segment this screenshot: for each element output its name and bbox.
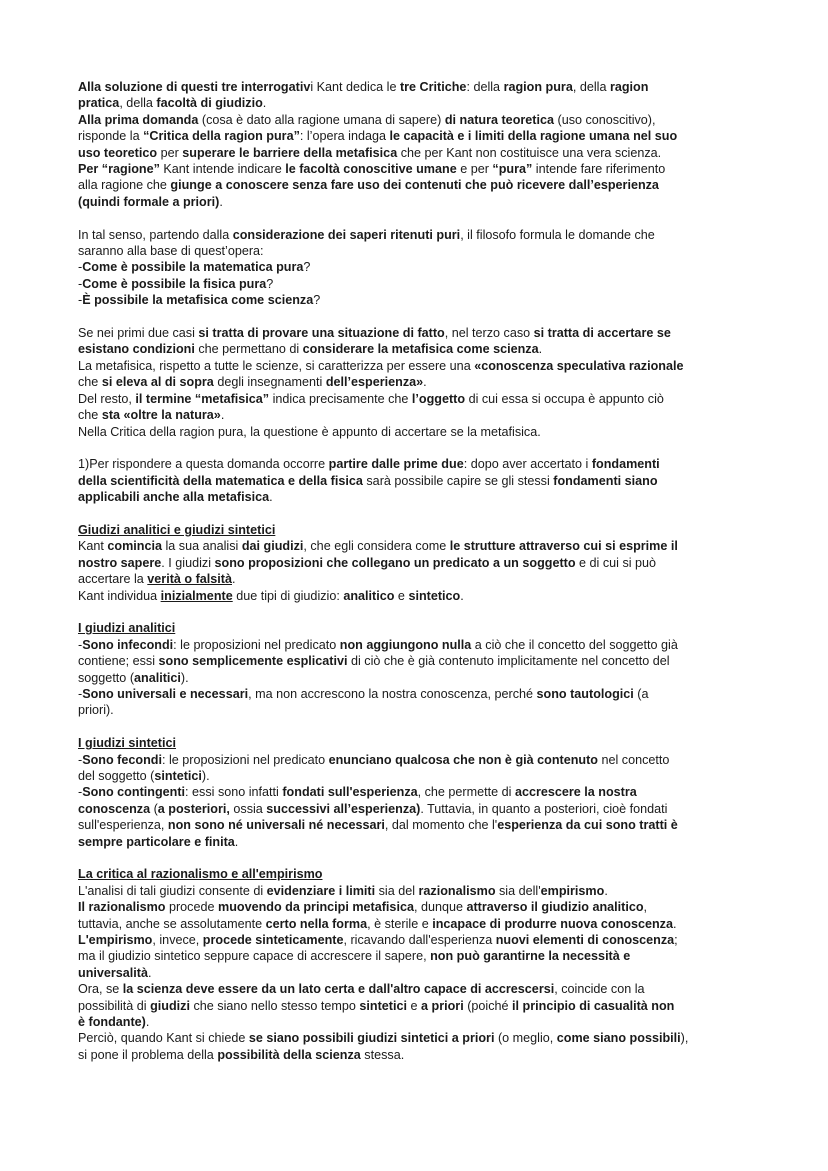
bold-text: “pura” [492,162,533,177]
text-run: che siano nello stesso tempo [189,998,360,1013]
bold-text: Sono contingenti [82,785,186,800]
bold-text: esistano condizioni [78,342,195,357]
text-run: due tipi di giudizio: [232,588,344,603]
paragraph-gap [78,719,758,735]
text-line [78,588,758,604]
text-run: e di cui si può [575,555,657,570]
bold-text: si tratta di accertare se [533,326,671,341]
bold-text: giunge a conoscere senza fare uso dei contenuti che può ricevere dall’esperienza [170,178,659,193]
text-run: , invece, [152,933,203,948]
text-run: Kant [78,539,108,554]
text-run: . [538,342,543,357]
text-line [78,424,758,440]
paragraph [78,227,758,309]
bold-text: dell’esperienza» [325,375,424,390]
text-line [78,177,758,193]
text-line [78,801,758,817]
bold-text: considerazione dei saperi ritenuti puri [232,227,461,242]
text-line [78,817,758,833]
text-run: . [460,588,464,603]
bold-text: Sono fecondi [82,752,162,767]
text-run: i Kant dedica le [310,80,400,94]
text-run: , è sterile e [367,916,433,931]
text-run: ; [674,933,678,948]
bold-text: Alla soluzione di questi tre interrogativ [78,80,311,94]
text-line [78,194,758,210]
text-line [78,768,758,784]
bold-text: comincia [107,539,162,554]
bold-text: verità o falsità [147,572,232,587]
text-line [78,341,758,357]
text-run: (a [633,686,649,701]
bold-text: sono tautologici [536,686,634,701]
text-run: - [78,752,83,767]
text-run: a ciò che il concetto del soggetto già [471,637,678,652]
text-run: Kant individua [78,588,161,603]
text-line [78,571,758,587]
bold-text: (quindi formale a priori) [78,194,220,209]
text-run: ? [266,276,274,291]
bold-text: Come è possibile la fisica pura [82,276,267,291]
text-line [78,358,758,374]
bold-text: come siano possibili [556,1031,681,1046]
text-run: - [78,276,83,291]
text-run: ossia [229,801,267,816]
bold-text: le facoltà conoscitive umane [285,162,457,177]
text-run: soggetto ( [78,670,135,685]
text-run: L'analisi di tali giudizi consente di [78,883,267,898]
text-line [78,259,758,275]
bold-text: non può garantirne la necessità e [430,949,631,964]
text-run: - [78,260,83,275]
text-line [78,292,758,308]
text-run: , della [119,96,157,111]
bold-text: sintetico [408,588,461,603]
text-line [78,637,758,653]
bold-text: nostro sapere [78,555,162,570]
text-run: Kant intende indicare [159,162,286,177]
bold-text: attraverso il giudizio analitico [466,900,644,915]
bold-text: il principio di casualità non [512,998,675,1013]
bold-text: accrescere la nostra [514,785,637,800]
bold-text: Sono universali e necessari [82,686,249,701]
text-line [78,456,758,472]
bold-text: Alla prima domanda [78,112,199,127]
text-run: degli insegnamenti [213,375,326,390]
text-line [78,538,758,554]
text-run: - [78,686,83,701]
text-run: . [148,965,152,980]
text-line [78,932,758,948]
text-run: del soggetto ( [78,768,155,783]
bold-text: fondamenti [591,457,660,472]
text-run: che per Kant non costituisce una vera scienza. [397,145,662,160]
text-run: ? [313,293,321,308]
text-run: sarà possibile capire se gli stessi [362,473,554,488]
bold-text: fondamenti siano [553,473,658,488]
text-run: priori). [78,703,114,718]
text-run: e [394,588,409,603]
text-run: , il filosofo formula le domande che [460,227,655,242]
bold-text: ragion pura [503,80,573,94]
bold-text: analitico [343,588,395,603]
text-line [78,489,758,505]
bold-text: muovendo da principi metafisica [218,900,414,915]
text-line [78,702,758,718]
text-run: Se nei primi due casi [78,326,199,341]
text-run: che [78,408,102,423]
text-run: ? [303,260,311,275]
bold-text: a posteriori, [157,801,230,816]
section-heading: I giudizi sintetici [78,736,176,751]
text-run: accertare la [78,572,148,587]
bold-text: certo nella forma [265,916,368,931]
text-line [78,325,758,341]
text-run: Del resto, [78,391,136,406]
bold-text: giudizi [150,998,190,1013]
text-line [78,670,758,686]
bold-text: inizialmente [160,588,233,603]
text-run: , dunque [413,900,467,915]
text-run: , ma non accrescono la nostra conoscenza, perché [248,686,537,701]
text-line [78,161,758,177]
text-run: . [145,1015,150,1030]
bold-text: incapace di produrre nuova conoscenza [432,916,673,931]
text-run: indica precisamente che [269,391,412,406]
text-line [78,1014,758,1030]
text-run: e per [456,162,493,177]
text-run: Ora, se [78,982,123,997]
bold-text: empirismo [540,883,605,898]
text-run: nel concetto [598,752,670,767]
text-run: . [234,834,239,849]
text-run: , della [572,80,610,94]
bold-text: sempre particolare e finita [78,834,235,849]
bold-text: si eleva al di sopra [101,375,214,390]
bold-text: evidenziare i limiti [266,883,376,898]
text-run: la sua analisi [162,539,242,554]
section-heading: La critica al razionalismo e all'empirismo [78,867,323,882]
text-run: Nella Critica della ragion pura, la questione è appunto di accertare se la metafisica. [78,424,541,439]
text-run: che [78,375,102,390]
text-run: che permettano di [194,342,303,357]
text-run: : le proposizioni nel predicato [161,752,329,767]
text-line [78,899,758,915]
text-run: : dopo aver accertato i [463,457,592,472]
text-line [78,653,758,669]
text-run: ( [150,801,158,816]
bold-text: È possibile la metafisica come scienza [82,293,314,308]
paragraph [78,735,758,850]
text-run: La metafisica, rispetto a tutte le scienze, si caratterizza per essere una [78,358,475,373]
text-run: , ricavando dall'esperienza [343,933,496,948]
text-line [78,374,758,390]
bold-text: possibilità della scienza [217,1047,361,1062]
text-run: Perciò, quando Kant si chiede [78,1031,249,1046]
bold-text: sintetici [359,998,407,1013]
text-run: (poiché [463,998,513,1013]
bold-text: ragion [609,80,649,94]
text-run: (uso conoscitivo), [554,112,656,127]
text-run: si pone il problema della [78,1047,218,1062]
text-line [78,686,758,702]
text-run: . [672,916,677,931]
text-run: . [232,572,236,587]
bold-text: considerare la metafisica come scienza [302,342,539,357]
text-run: stessa. [360,1047,405,1062]
text-line [78,883,758,899]
text-run: di cui essa si occupa è appunto ciò [465,391,664,406]
text-run: - [78,785,83,800]
text-run: ). [180,670,189,685]
text-line [78,95,758,111]
text-run: 1)Per rispondere a questa domanda occorre [78,457,329,472]
text-run: contiene; essi [78,654,159,669]
text-run: : essi sono infatti [185,785,283,800]
text-line [78,1030,758,1046]
bold-text: il termine “metafisica” [135,391,270,406]
text-run: . [219,194,223,209]
bold-text: analitici [134,670,181,685]
paragraph-gap [78,506,758,522]
text-run: , [643,900,648,915]
paragraph [78,79,758,210]
paragraph [78,522,758,604]
section-heading: Giudizi analitici e giudizi sintetici [78,522,276,537]
bold-text: non sono né universali né necessari [167,818,385,833]
text-run: sia dell' [495,883,541,898]
text-run: risponde la [78,129,144,144]
bold-text: le capacità e i limiti della ragione umana nel suo [389,129,678,144]
text-run: . I giudizi [161,555,215,570]
bold-text: di natura teoretica [444,112,554,127]
text-run: - [78,293,83,308]
text-run: , che permette di [417,785,515,800]
bold-text: “Critica della ragion pura” [143,129,300,144]
bold-text: sintetici [154,768,202,783]
bold-text: sta «oltre la natura» [101,408,221,423]
text-run: saranno alla base di quest’opera: [78,244,264,259]
bold-text: Il razionalismo [78,900,166,915]
bold-text: partire dalle prime due [328,457,464,472]
text-line [78,752,758,768]
paragraph-gap [78,210,758,226]
bold-text: pratica [78,96,120,111]
text-run: sull'esperienza, [78,818,168,833]
text-run: . [220,408,225,423]
text-run: . [262,96,267,111]
paragraph-gap [78,604,758,620]
text-line [78,948,758,964]
text-line [78,998,758,1014]
text-run: tuttavia, anche se assolutamente [78,916,266,931]
bold-text: l’oggetto [411,391,466,406]
text-line [78,243,758,259]
text-run: sia del [375,883,419,898]
paragraph [78,456,758,505]
text-run: (o meglio, [494,1031,557,1046]
bold-text: se siano possibili giudizi sintetici a priori [248,1031,495,1046]
text-line [78,128,758,144]
bold-text: esperienza da cui sono tratti è [497,818,678,833]
bold-text: è fondante) [78,1015,146,1030]
bold-text: sono semplicemente esplicativi [158,654,348,669]
text-run: e [407,998,422,1013]
bold-text: sono proposizioni che collegano un predicato a un soggetto [214,555,576,570]
text-run: per [157,145,183,160]
bold-text: facoltà di giudizio [156,96,263,111]
text-run: , dal momento che l' [384,818,498,833]
paragraph-gap [78,309,758,325]
bold-text: la scienza deve essere da un lato certa e dall'altro capace di accrescersi [122,982,555,997]
bold-text: razionalismo [418,883,496,898]
bold-text: universalità [78,965,148,980]
text-run: ma il giudizio sintetico seppure capace di accrescere il sapere, [78,949,431,964]
text-line [78,79,758,95]
text-run: alla ragione che [78,178,171,193]
bold-text: superare le barriere della metafisica [182,145,398,160]
bold-text: Sono infecondi [82,637,174,652]
text-run: . [269,490,273,505]
text-run: intende fare riferimento [532,162,666,177]
bold-text: a priori [421,998,464,1013]
bold-text: dai giudizi [241,539,304,554]
text-run: . [423,375,427,390]
bold-text: enunciano qualcosa che non è già contenuto [328,752,598,767]
text-run: di ciò che è già contenuto implicitamente nel concetto del [347,654,670,669]
text-line [78,112,758,128]
text-run: : della [466,80,504,94]
paragraph-gap [78,850,758,866]
bold-text: si tratta di provare una situazione di fatto [198,326,445,341]
bold-text: uso teoretico [78,145,158,160]
bold-text: procede sinteticamente [202,933,344,948]
bold-text: tre Critiche [399,80,467,94]
text-line [78,981,758,997]
text-run: : le proposizioni nel predicato [173,637,340,652]
text-run: , che egli considera come [303,539,450,554]
bold-text: successivi all’esperienza) [266,801,421,816]
text-run: ). [201,768,210,783]
text-run: procede [165,900,218,915]
section-heading: I giudizi analitici [78,621,176,636]
bold-text: non aggiungono nulla [339,637,472,652]
text-line [78,407,758,423]
document-page [78,79,758,1063]
bold-text: fondati sull'esperienza [282,785,418,800]
text-line [78,145,758,161]
text-run: (cosa è dato alla ragione umana di sapere) [198,112,445,127]
text-line [78,916,758,932]
bold-text: Come è possibile la matematica pura [82,260,304,275]
paragraph [78,325,758,440]
text-run: : l’opera indaga [299,129,390,144]
text-run: , coincide con la [554,982,645,997]
bold-text: applicabili anche alla metafisica [78,490,270,505]
bold-text: conoscenza [78,801,151,816]
paragraph-gap [78,440,758,456]
text-run: possibilità di [78,998,151,1013]
text-line [78,555,758,571]
text-run: ), [680,1031,689,1046]
text-line [78,834,758,850]
text-line [78,227,758,243]
text-run: . Tuttavia, in quanto a posteriori, cioè fondati [420,801,668,816]
text-run: , nel terzo caso [444,326,534,341]
text-line [78,1047,758,1063]
text-line [78,473,758,489]
text-line [78,276,758,292]
text-line [78,965,758,981]
bold-text: le strutture attraverso cui si esprime il [449,539,678,554]
text-run: In tal senso, partendo dalla [78,227,233,242]
text-run: . [604,883,608,898]
paragraph [78,866,758,1063]
paragraph [78,620,758,718]
text-run: - [78,637,83,652]
bold-text: nuovi elementi di conoscenza [495,933,675,948]
bold-text: Per “ragione” [78,162,160,177]
bold-text: della scientificità della matematica e della fisica [78,473,363,488]
bold-text: L'empirismo [78,933,153,948]
text-line [78,391,758,407]
bold-text: «conoscenza speculativa razionale [474,358,684,373]
text-line [78,784,758,800]
